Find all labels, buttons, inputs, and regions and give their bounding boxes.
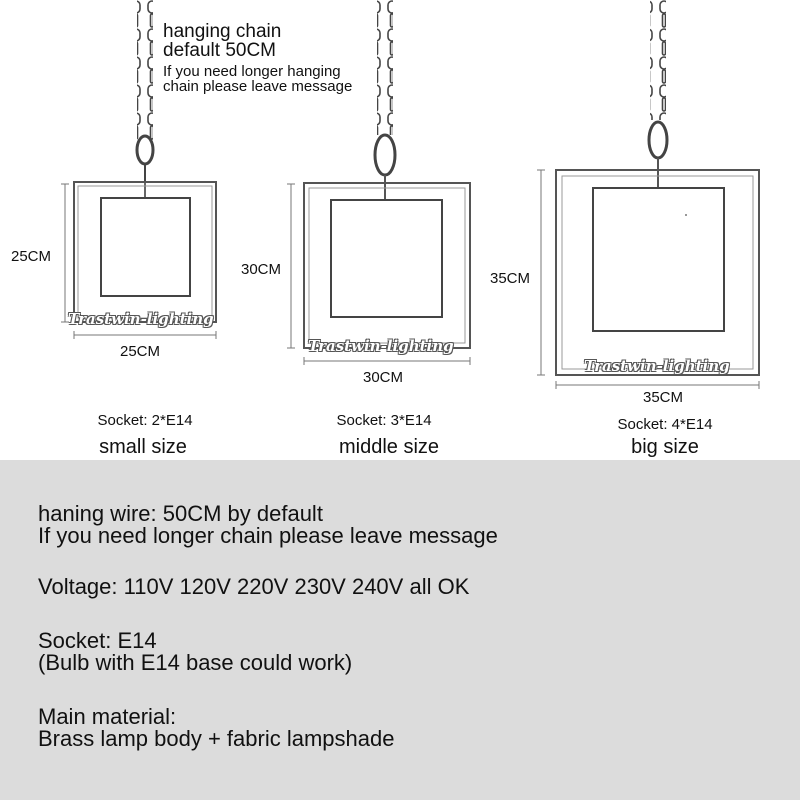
size-label-small: small size — [99, 436, 187, 458]
spec-material-line2: Brass lamp body + fabric lampshade — [38, 726, 395, 751]
chain-note-line1: If you need longer hanging — [163, 63, 341, 80]
watermark-big: Trastwin-lighting — [584, 357, 730, 375]
clasp-middle — [375, 135, 395, 175]
width-label-big: 35CM — [643, 389, 684, 406]
spec-wire-line1: haning wire: 50CM by default — [38, 501, 323, 526]
spec-socket-line2: (Bulb with E14 base could work) — [38, 650, 353, 675]
spec-socket — [38, 630, 352, 674]
socket-label-big: Socket: 4*E14 — [617, 416, 713, 433]
clasp-small — [137, 136, 153, 164]
width-label-small: 25CM — [120, 343, 161, 360]
chain-note-default: default 50CM — [163, 40, 277, 61]
spec-socket-line1: Socket: E14 — [38, 628, 157, 653]
shade-big — [593, 188, 724, 331]
spec-material — [38, 706, 394, 750]
lamp-big — [537, 0, 759, 389]
spec-voltage-line: Voltage: 110V 120V 220V 230V 240V all OK — [38, 574, 470, 599]
spec-voltage — [38, 576, 469, 598]
socket-label-small: Socket: 2*E14 — [97, 412, 193, 429]
chain-small — [137, 0, 153, 140]
size-label-big: big size — [631, 436, 699, 458]
spec-wire-line2: If you need longer chain please leave message — [38, 523, 498, 548]
shade-middle — [331, 200, 442, 317]
height-label-middle: 30CM — [241, 261, 282, 278]
chain-big — [650, 0, 666, 120]
shade-small — [101, 198, 190, 296]
height-label-small: 25CM — [11, 248, 52, 265]
width-label-middle: 30CM — [363, 369, 404, 386]
spec-material-line1: Main material: — [38, 704, 177, 729]
clasp-big — [649, 122, 667, 158]
chain-note-line2: chain please leave message — [163, 78, 353, 95]
size-label-middle: middle size — [338, 436, 440, 458]
socket-label-middle: Socket: 3*E14 — [336, 412, 432, 429]
height-label-big: 35CM — [490, 270, 531, 287]
watermark-middle: Trastwin-lighting — [308, 337, 454, 355]
chain-note — [163, 22, 352, 94]
watermark-small: Trastwin-lighting — [68, 310, 214, 328]
spec-wire — [38, 503, 498, 547]
chain-middle — [377, 0, 393, 135]
chain-note-title: hanging chain — [163, 21, 282, 42]
